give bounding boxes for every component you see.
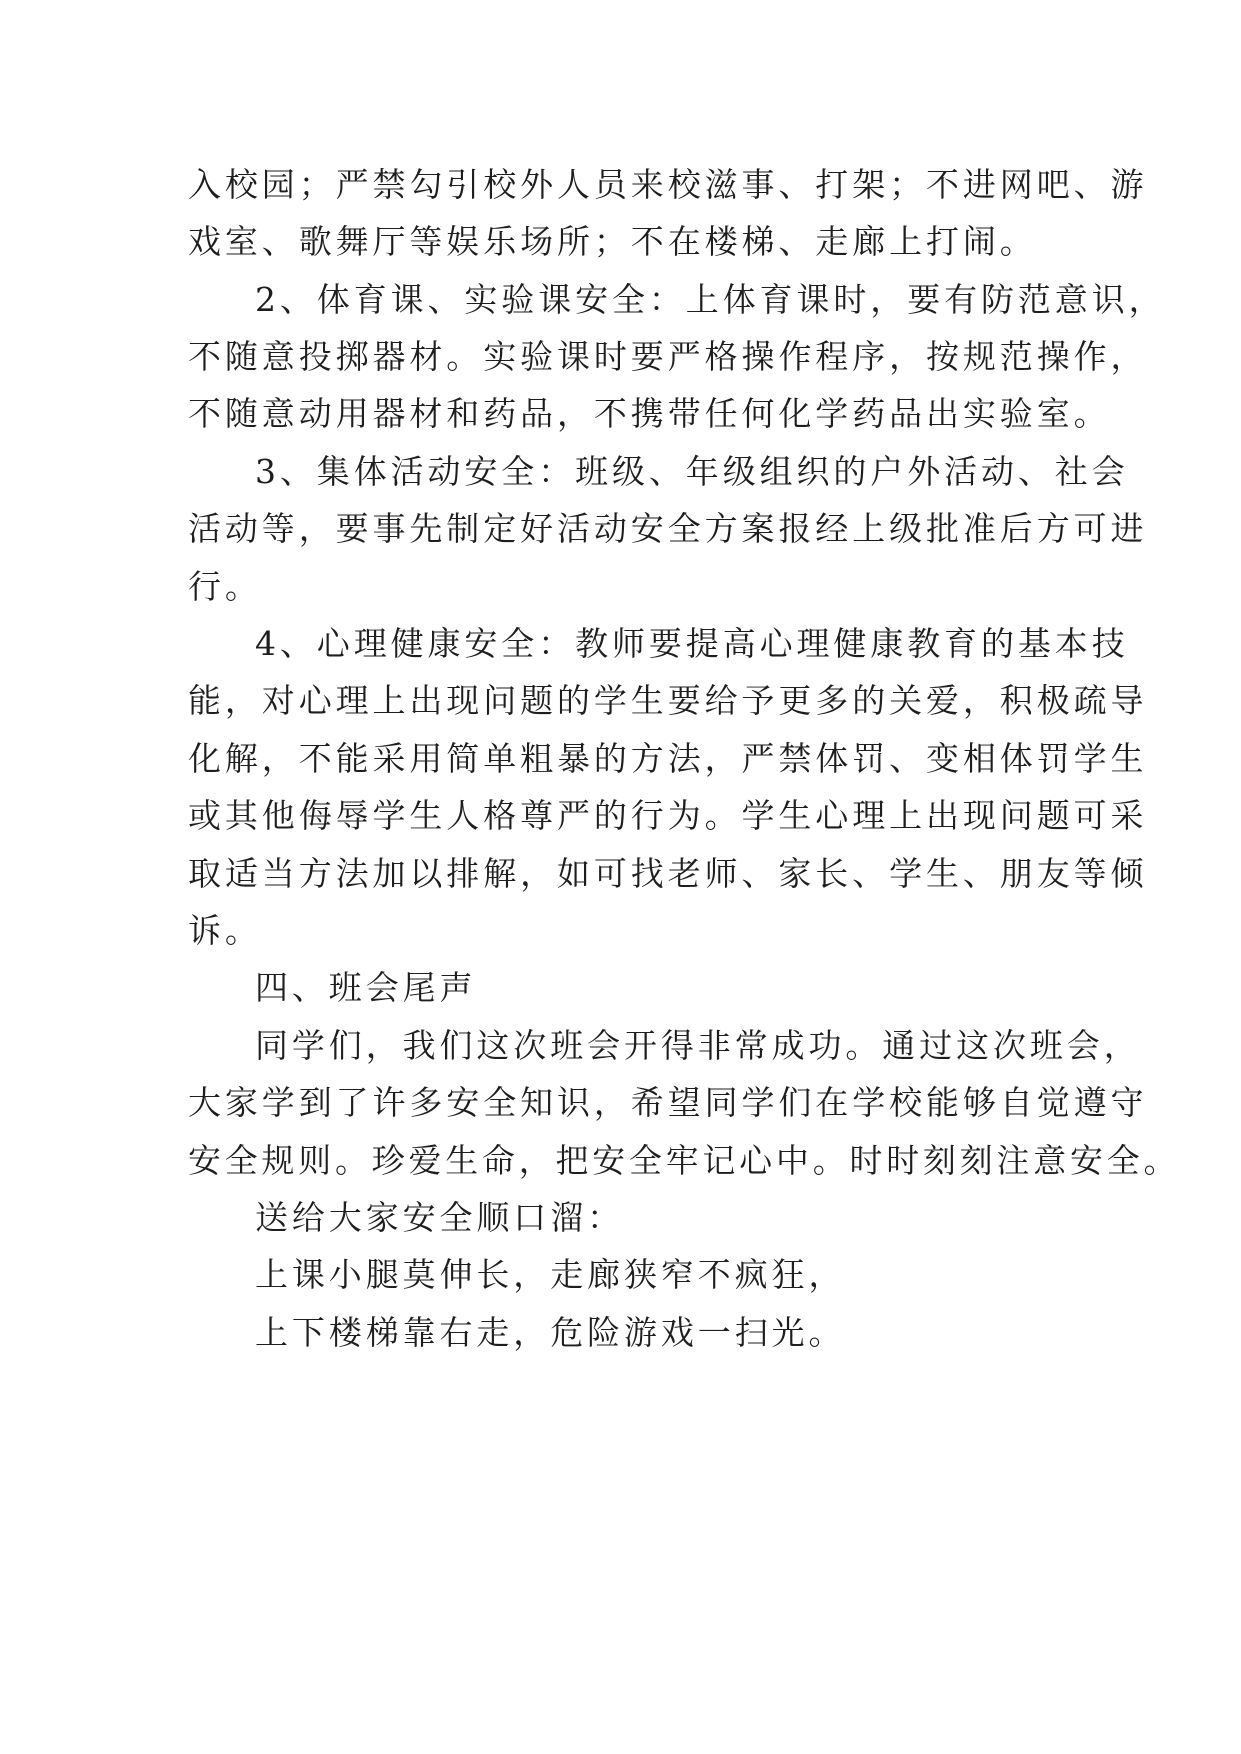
text-line: 大家学到了许多安全知识，希望同学们在学校能够自觉遵守 (188, 1083, 1148, 1122)
text-line: 化解，不能采用简单粗暴的方法，严禁体罚、变相体罚学生 (188, 739, 1148, 778)
text-line: 2、体育课、实验课安全：上体育课时，要有防范意识， (255, 280, 1166, 319)
text-line: 行。 (188, 567, 262, 606)
text-line: 取适当方法加以排解，如可找老师、家长、学生、朋友等倾 (188, 854, 1148, 893)
text-line: 或其他侮辱学生人格尊严的行为。学生心理上出现问题可采 (188, 796, 1148, 835)
rhyme-line: 上课小腿莫伸长，走廊狭窄不疯狂， (255, 1255, 846, 1294)
text-line: 能，对心理上出现问题的学生要给予更多的关爱，积极疏导 (188, 681, 1148, 720)
text-line: 诉。 (188, 911, 262, 950)
text-line: 入校园；严禁勾引校外人员来校滋事、打架；不进网吧、游 (188, 165, 1148, 204)
text-line: 不随意动用器材和药品，不携带任何化学药品出实验室。 (188, 394, 1111, 433)
text-line: 戏室、歌舞厅等娱乐场所；不在楼梯、走廊上打闹。 (188, 222, 1037, 261)
text-line: 4、心理健康安全：教师要提高心理健康教育的基本技 (255, 624, 1129, 663)
text-line: 活动等，要事先制定好活动安全方案报经上级批准后方可进 (188, 509, 1148, 548)
text-line: 安全规则。珍爱生命，把安全牢记心中。时时刻刻注意安全。 (188, 1141, 1181, 1180)
rhyme-line: 上下楼梯靠右走，危险游戏一扫光。 (255, 1313, 846, 1352)
text-line: 不随意投掷器材。实验课时要严格操作程序，按规范操作， (188, 337, 1148, 376)
text-line: 同学们，我们这次班会开得非常成功。通过这次班会， (255, 1026, 1141, 1065)
text-line: 3、集体活动安全：班级、年级组织的户外活动、社会 (255, 452, 1129, 491)
section-heading: 四、班会尾声 (255, 968, 477, 1007)
text-line: 送给大家安全顺口溜： (255, 1198, 624, 1237)
